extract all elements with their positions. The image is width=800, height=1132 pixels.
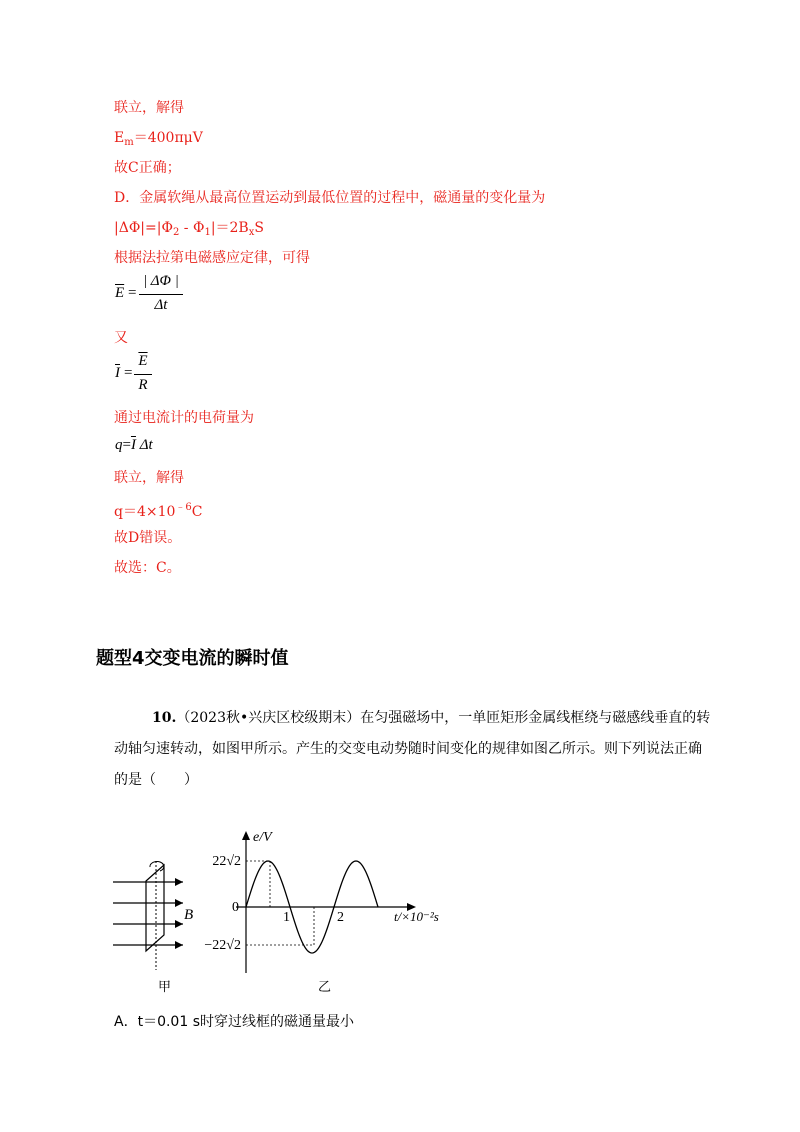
section-title: 题型4交变电流的瞬时值 [96, 648, 289, 669]
solution-line: 联立，解得 [114, 470, 184, 486]
label-jia: 甲 [158, 979, 172, 994]
field-arrowheads [175, 878, 183, 949]
guide-lines [246, 861, 314, 945]
y-min-label: −22√2 [204, 938, 241, 953]
solution-line: D．金属软绳从最高位置运动到最低位置的过程中，磁通量的变化量为 [114, 190, 546, 206]
solution-line: 根据法拉第电磁感应定律，可得 [114, 250, 310, 266]
label-yi: 乙 [318, 979, 332, 994]
y-max-label: 22√2 [212, 854, 241, 869]
x-axis-label: t/×10⁻²s [394, 909, 439, 924]
x-tick-2: 2 [337, 910, 344, 925]
solution-line: $q=4\times 10^{﹣6}C$ [114, 502, 203, 520]
y-axis-arrow [242, 831, 250, 840]
graph-axes [236, 837, 412, 973]
question-figure [0, 825, 800, 995]
y-axis-label: e/V [253, 830, 272, 845]
x-tick-1: 1 [283, 910, 290, 925]
solution-line: 又 [114, 330, 128, 346]
field-label: B [184, 907, 194, 923]
solution-line: 故D错误。 [114, 530, 182, 546]
solution-line: $|\Delta\Phi|=|\Phi_2 - \Phi_1|=2B_xS$ [114, 220, 264, 238]
formula-charge: $q=\overline{I}$ Δt [115, 437, 153, 453]
question-text: 10.（2023秋•兴庆区校级期末）在匀强磁场中，一单匝矩形金属线框绕与磁感线垂直的转动轴匀速转动，如图甲所示。产生的交变电动势随时间变化的规律如图乙所示。则下列说法正确的是（ ） [114, 710, 711, 788]
solution-line: 故C正确； [114, 160, 181, 176]
origin-label: 0 [232, 900, 239, 915]
solution-line: $E_m=400\pi\mu V$ [114, 130, 203, 148]
option-a: A．t＝0.01 s时穿过线框的磁通量最小 [114, 1014, 354, 1030]
wire-frame [146, 865, 164, 951]
solution-line: 联立，解得 [114, 100, 184, 116]
solution-line: 通过电流计的电荷量为 [114, 410, 254, 426]
solution-line: 故选：C。 [114, 560, 181, 576]
